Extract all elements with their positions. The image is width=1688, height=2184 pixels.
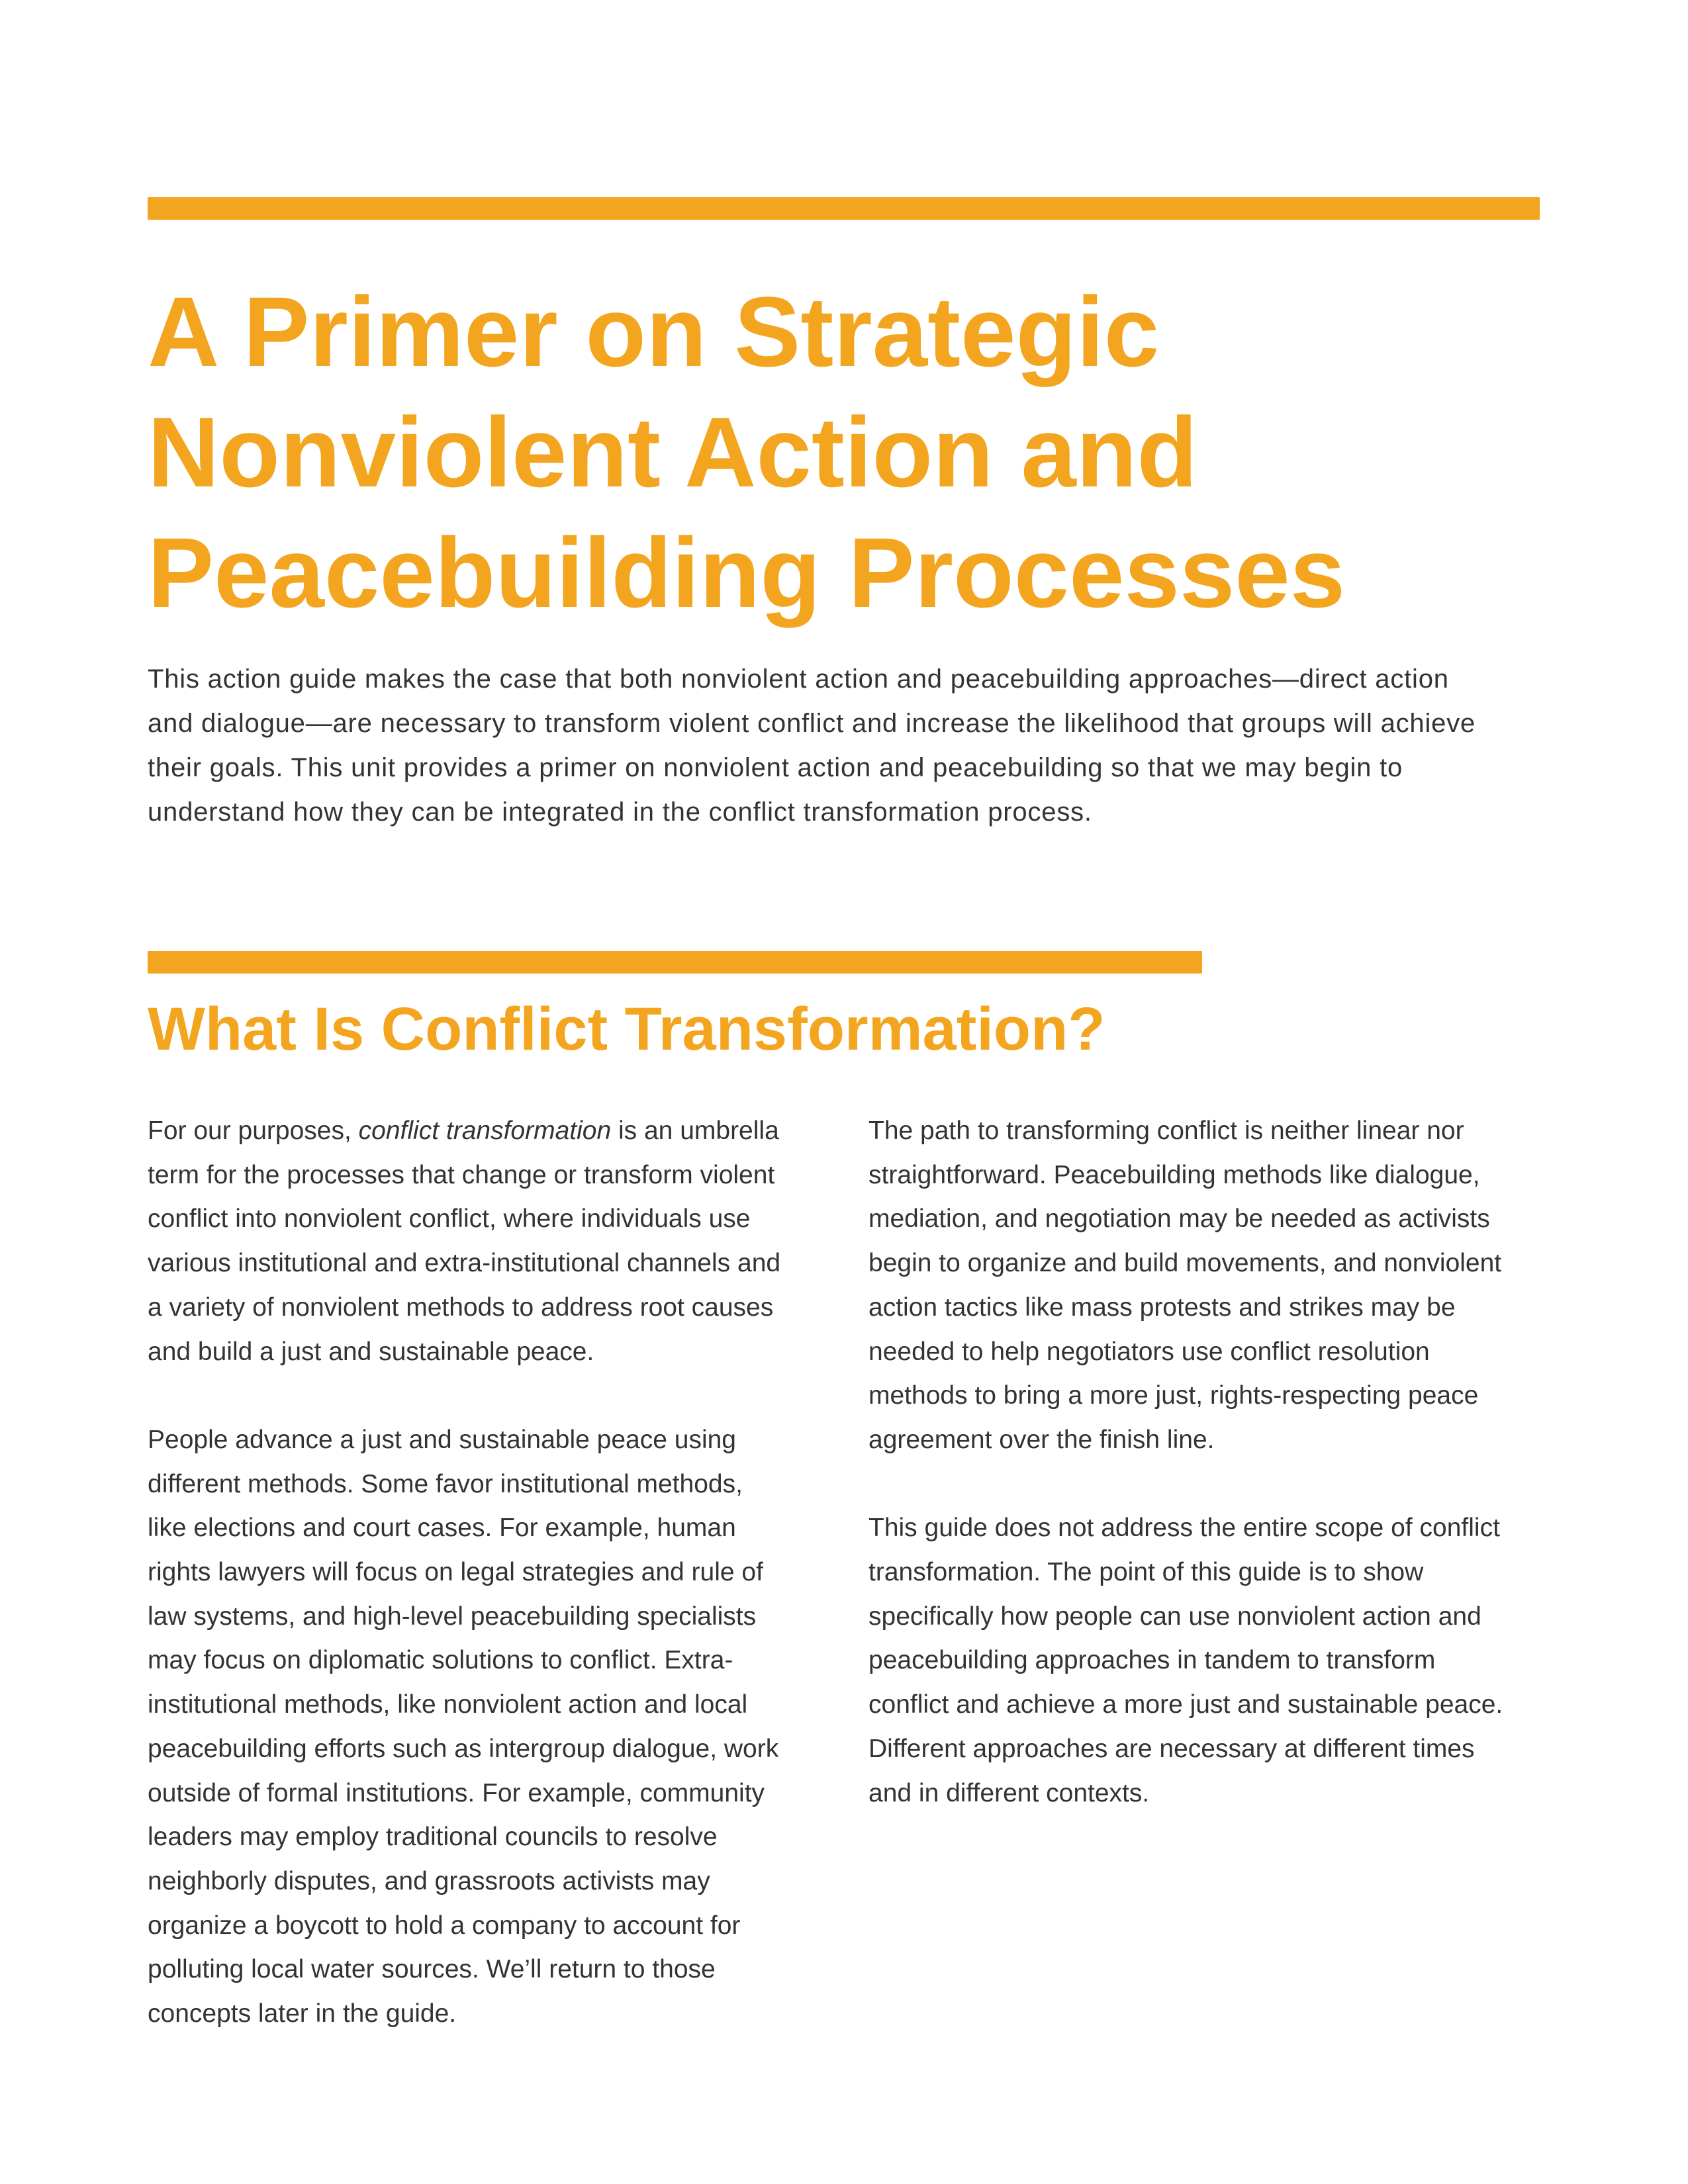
body-line: like elections and court cases. For example, human — [148, 1514, 736, 1543]
body-line: methods to bring a more just, rights-respecting peace — [868, 1381, 1479, 1410]
intro-line: their goals. This unit provides a primer on nonviolent action and peacebuilding so that we may begin to — [148, 753, 1403, 782]
body-text: For our purposes, — [148, 1116, 359, 1145]
intro-line: This action guide makes the case that both nonviolent action and peacebuilding approaches—direct action — [148, 664, 1449, 694]
body-line: straightforward. Peacebuilding methods like dialogue, — [868, 1160, 1480, 1189]
intro-line: and dialogue—are necessary to transform violent conflict and increase the likelihood that groups will achieve — [148, 709, 1476, 738]
left-paragraph-1 — [148, 1109, 836, 1374]
body-line: needed to help negotiators use conflict resolution — [868, 1337, 1430, 1366]
title-line: Peacebuilding Processes — [148, 517, 1346, 628]
body-line: different methods. Some favor institutional methods, — [148, 1469, 743, 1498]
body-line: neighborly disputes, and grassroots activists may — [148, 1866, 710, 1895]
body-line: action tactics like mass protests and strikes may be — [868, 1293, 1456, 1322]
left-column — [148, 1109, 836, 2036]
body-line: organize a boycott to hold a company to account for — [148, 1911, 741, 1940]
body-line: a variety of nonviolent methods to address root causes — [148, 1293, 774, 1322]
body-line: polluting local water sources. We’ll return to those — [148, 1955, 716, 1984]
section-accent-rule — [148, 951, 1202, 974]
body-line: The path to transforming conflict is neither linear nor — [868, 1116, 1464, 1145]
body-line: This guide does not address the entire scope of conflict — [868, 1514, 1500, 1543]
page-title — [148, 271, 1571, 633]
body-line: specifically how people can use nonviolent action and — [868, 1602, 1481, 1631]
body-line: People advance a just and sustainable peace using — [148, 1425, 736, 1454]
body-line: and in different contexts. — [868, 1778, 1150, 1807]
body-line: law systems, and high-level peacebuilding specialists — [148, 1602, 757, 1631]
right-paragraph-2 — [868, 1506, 1557, 1815]
body-line: leaders may employ traditional councils to resolve — [148, 1823, 718, 1852]
left-paragraph-2 — [148, 1418, 836, 2036]
body-line: mediation, and negotiation may be needed as activists — [868, 1205, 1490, 1234]
emphasized-term: conflict transformation — [358, 1116, 612, 1145]
intro-paragraph — [148, 657, 1544, 835]
body-line: conflict and achieve a more just and sustainable peace. — [868, 1690, 1503, 1719]
right-column — [868, 1109, 1557, 1815]
body-line: begin to organize and build movements, and nonviolent — [868, 1249, 1502, 1278]
body-line: outside of formal institutions. For example, community — [148, 1778, 765, 1807]
right-paragraph-1 — [868, 1109, 1557, 1463]
body-line — [148, 1109, 836, 1154]
body-line: Different approaches are necessary at different times — [868, 1734, 1475, 1763]
body-line: term for the processes that change or transform violent — [148, 1160, 775, 1189]
body-line: conflict into nonviolent conflict, where individuals use — [148, 1205, 751, 1234]
body-line: institutional methods, like nonviolent action and local — [148, 1690, 748, 1719]
body-line: transformation. The point of this guide is to show — [868, 1558, 1424, 1587]
top-accent-rule — [148, 197, 1540, 220]
body-line: rights lawyers will focus on legal strategies and rule of — [148, 1558, 763, 1587]
body-line: may focus on diplomatic solutions to conflict. Extra- — [148, 1646, 733, 1675]
title-line: A Primer on Strategic — [148, 276, 1160, 387]
body-text: is an umbrella — [611, 1116, 779, 1145]
body-line: agreement over the finish line. — [868, 1425, 1215, 1454]
section-heading: What Is Conflict Transformation? — [148, 995, 1105, 1063]
body-line: and build a just and sustainable peace. — [148, 1337, 594, 1366]
body-line: various institutional and extra-institutional channels and — [148, 1249, 781, 1278]
body-line: peacebuilding approaches in tandem to transform — [868, 1646, 1436, 1675]
body-line: concepts later in the guide. — [148, 1999, 457, 2028]
title-line: Nonviolent Action and — [148, 396, 1198, 508]
intro-line: understand how they can be integrated in the conflict transformation process. — [148, 797, 1092, 827]
body-line: peacebuilding efforts such as intergroup dialogue, work — [148, 1734, 779, 1763]
